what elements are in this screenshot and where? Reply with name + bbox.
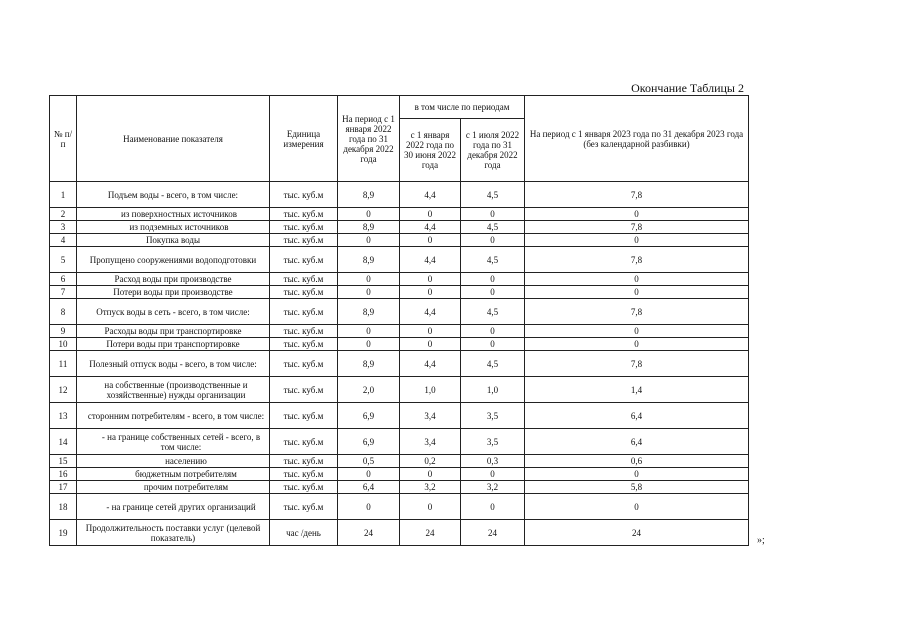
row-value-first-half: 0 <box>400 468 461 481</box>
row-value-2022: 0,5 <box>338 455 400 468</box>
row-value-second-half: 1,0 <box>461 377 525 403</box>
row-name: из поверхностных источников <box>77 208 270 221</box>
row-value-second-half: 0 <box>461 468 525 481</box>
row-value-second-half: 3,5 <box>461 429 525 455</box>
row-value-first-half: 4,4 <box>400 221 461 234</box>
table-row <box>50 468 749 481</box>
row-value-first-half: 4,4 <box>400 351 461 377</box>
row-value-second-half: 0 <box>461 286 525 299</box>
row-value-2022: 8,9 <box>338 351 400 377</box>
row-value-2022: 0 <box>338 468 400 481</box>
row-num: 14 <box>50 429 77 455</box>
row-value-2023: 0 <box>525 338 749 351</box>
header-name: Наименование показателя <box>77 96 270 182</box>
row-name: Потери воды при производстве <box>77 286 270 299</box>
row-num: 10 <box>50 338 77 351</box>
row-unit: тыс. куб.м <box>270 221 338 234</box>
row-unit: тыс. куб.м <box>270 494 338 520</box>
row-name: Расходы воды при транспортировке <box>77 325 270 338</box>
row-value-2023: 0 <box>525 468 749 481</box>
row-value-second-half: 4,5 <box>461 299 525 325</box>
row-unit: час /день <box>270 520 338 546</box>
table-row <box>50 429 749 455</box>
row-value-first-half: 0 <box>400 325 461 338</box>
row-name: Потери воды при транспортировке <box>77 338 270 351</box>
row-unit: тыс. куб.м <box>270 208 338 221</box>
row-name: сторонним потребителям - всего, в том числе: <box>77 403 270 429</box>
row-value-2023: 0 <box>525 234 749 247</box>
row-value-first-half: 0 <box>400 208 461 221</box>
row-value-2022: 0 <box>338 273 400 286</box>
row-value-2023: 6,4 <box>525 429 749 455</box>
row-name: населению <box>77 455 270 468</box>
header-num: № п/п <box>50 96 77 182</box>
row-value-second-half: 24 <box>461 520 525 546</box>
water-balance-table <box>49 95 749 546</box>
table-row <box>50 377 749 403</box>
row-num: 17 <box>50 481 77 494</box>
row-unit: тыс. куб.м <box>270 468 338 481</box>
row-num: 15 <box>50 455 77 468</box>
row-value-2022: 0 <box>338 338 400 351</box>
row-value-2022: 6,4 <box>338 481 400 494</box>
row-value-second-half: 0 <box>461 325 525 338</box>
row-value-2023: 7,8 <box>525 182 749 208</box>
row-value-second-half: 3,5 <box>461 403 525 429</box>
row-value-first-half: 0 <box>400 234 461 247</box>
row-value-first-half: 24 <box>400 520 461 546</box>
row-value-2022: 8,9 <box>338 221 400 234</box>
row-num: 3 <box>50 221 77 234</box>
table-row <box>50 182 749 208</box>
row-name: прочим потребителям <box>77 481 270 494</box>
row-unit: тыс. куб.м <box>270 481 338 494</box>
row-value-second-half: 0,3 <box>461 455 525 468</box>
row-value-second-half: 4,5 <box>461 247 525 273</box>
row-unit: тыс. куб.м <box>270 182 338 208</box>
row-value-2023: 0 <box>525 325 749 338</box>
row-value-second-half: 3,2 <box>461 481 525 494</box>
table-row <box>50 455 749 468</box>
row-value-first-half: 1,0 <box>400 377 461 403</box>
table-row <box>50 221 749 234</box>
row-value-first-half: 0 <box>400 494 461 520</box>
row-value-2023: 0 <box>525 273 749 286</box>
row-num: 19 <box>50 520 77 546</box>
row-num: 2 <box>50 208 77 221</box>
table-row <box>50 520 749 546</box>
row-num: 4 <box>50 234 77 247</box>
row-name: Продолжительность поставки услуг (целевой показатель) <box>77 520 270 546</box>
row-value-2022: 0 <box>338 234 400 247</box>
row-value-second-half: 0 <box>461 208 525 221</box>
row-value-second-half: 4,5 <box>461 351 525 377</box>
row-value-first-half: 3,4 <box>400 429 461 455</box>
row-value-2022: 24 <box>338 520 400 546</box>
row-value-2022: 8,9 <box>338 299 400 325</box>
row-unit: тыс. куб.м <box>270 403 338 429</box>
row-num: 5 <box>50 247 77 273</box>
header-period-2023: На период с 1 января 2023 года по 31 декабря 2023 года (без календарной разбивки) <box>525 96 749 182</box>
row-name: - на границе собственных сетей - всего, в том числе: <box>77 429 270 455</box>
row-value-2022: 0 <box>338 208 400 221</box>
row-value-first-half: 3,2 <box>400 481 461 494</box>
row-unit: тыс. куб.м <box>270 247 338 273</box>
row-value-2023: 5,8 <box>525 481 749 494</box>
row-name: - на границе сетей других организаций <box>77 494 270 520</box>
row-num: 18 <box>50 494 77 520</box>
row-value-2023: 0,6 <box>525 455 749 468</box>
row-value-second-half: 0 <box>461 273 525 286</box>
row-value-2023: 7,8 <box>525 351 749 377</box>
row-unit: тыс. куб.м <box>270 325 338 338</box>
row-value-2022: 8,9 <box>338 247 400 273</box>
table-row <box>50 338 749 351</box>
row-num: 11 <box>50 351 77 377</box>
row-unit: тыс. куб.м <box>270 455 338 468</box>
table-row <box>50 325 749 338</box>
row-value-2022: 6,9 <box>338 429 400 455</box>
row-name: Полезный отпуск воды - всего, в том числе: <box>77 351 270 377</box>
table-row <box>50 247 749 273</box>
row-name: бюджетным потребителям <box>77 468 270 481</box>
row-unit: тыс. куб.м <box>270 351 338 377</box>
row-value-second-half: 0 <box>461 338 525 351</box>
row-value-first-half: 3,4 <box>400 403 461 429</box>
row-value-2023: 0 <box>525 286 749 299</box>
row-value-first-half: 4,4 <box>400 299 461 325</box>
row-value-2023: 0 <box>525 494 749 520</box>
row-value-first-half: 4,4 <box>400 247 461 273</box>
row-value-first-half: 4,4 <box>400 182 461 208</box>
row-value-2023: 24 <box>525 520 749 546</box>
row-num: 13 <box>50 403 77 429</box>
row-unit: тыс. куб.м <box>270 299 338 325</box>
row-value-2023: 7,8 <box>525 247 749 273</box>
row-value-second-half: 4,5 <box>461 221 525 234</box>
header-period-2022: На период с 1 января 2022 года по 31 декабря 2022 года <box>338 96 400 182</box>
row-unit: тыс. куб.м <box>270 273 338 286</box>
row-name: Отпуск воды в сеть - всего, в том числе: <box>77 299 270 325</box>
table-row <box>50 494 749 520</box>
row-value-2022: 8,9 <box>338 182 400 208</box>
row-value-2022: 6,9 <box>338 403 400 429</box>
row-value-second-half: 4,5 <box>461 182 525 208</box>
header-first-half: с 1 января 2022 года по 30 июня 2022 года <box>400 119 461 182</box>
row-value-first-half: 0,2 <box>400 455 461 468</box>
header-unit: Единица измерения <box>270 96 338 182</box>
table-row <box>50 481 749 494</box>
row-name: Покупка воды <box>77 234 270 247</box>
row-name: Пропущено сооружениями водоподготовки <box>77 247 270 273</box>
row-value-2022: 0 <box>338 286 400 299</box>
row-value-2023: 6,4 <box>525 403 749 429</box>
row-value-first-half: 0 <box>400 338 461 351</box>
table-caption: Окончание Таблицы 2 <box>631 81 744 95</box>
header-including: в том числе по периодам <box>400 96 525 119</box>
closing-quote-mark: »; <box>757 535 765 546</box>
row-num: 8 <box>50 299 77 325</box>
row-value-2023: 7,8 <box>525 299 749 325</box>
row-unit: тыс. куб.м <box>270 234 338 247</box>
row-value-2022: 2,0 <box>338 377 400 403</box>
table-row <box>50 208 749 221</box>
row-value-first-half: 0 <box>400 286 461 299</box>
header-second-half: с 1 июля 2022 года по 31 декабря 2022 года <box>461 119 525 182</box>
row-value-second-half: 0 <box>461 234 525 247</box>
row-num: 9 <box>50 325 77 338</box>
row-value-2023: 0 <box>525 208 749 221</box>
table-row <box>50 403 749 429</box>
row-num: 12 <box>50 377 77 403</box>
row-num: 1 <box>50 182 77 208</box>
table-row <box>50 234 749 247</box>
row-value-2022: 0 <box>338 325 400 338</box>
row-name: на собственные (производственные и хозяйственные) нужды организации <box>77 377 270 403</box>
row-unit: тыс. куб.м <box>270 286 338 299</box>
row-num: 6 <box>50 273 77 286</box>
table-row <box>50 273 749 286</box>
row-unit: тыс. куб.м <box>270 377 338 403</box>
row-num: 16 <box>50 468 77 481</box>
table-row <box>50 286 749 299</box>
row-unit: тыс. куб.м <box>270 429 338 455</box>
row-name: Подъем воды - всего, в том числе: <box>77 182 270 208</box>
row-unit: тыс. куб.м <box>270 338 338 351</box>
row-value-2023: 1,4 <box>525 377 749 403</box>
table-row <box>50 351 749 377</box>
row-value-first-half: 0 <box>400 273 461 286</box>
row-name: Расход воды при производстве <box>77 273 270 286</box>
row-value-2023: 7,8 <box>525 221 749 234</box>
table-row <box>50 299 749 325</box>
row-num: 7 <box>50 286 77 299</box>
row-name: из подземных источников <box>77 221 270 234</box>
row-value-second-half: 0 <box>461 494 525 520</box>
row-value-2022: 0 <box>338 494 400 520</box>
